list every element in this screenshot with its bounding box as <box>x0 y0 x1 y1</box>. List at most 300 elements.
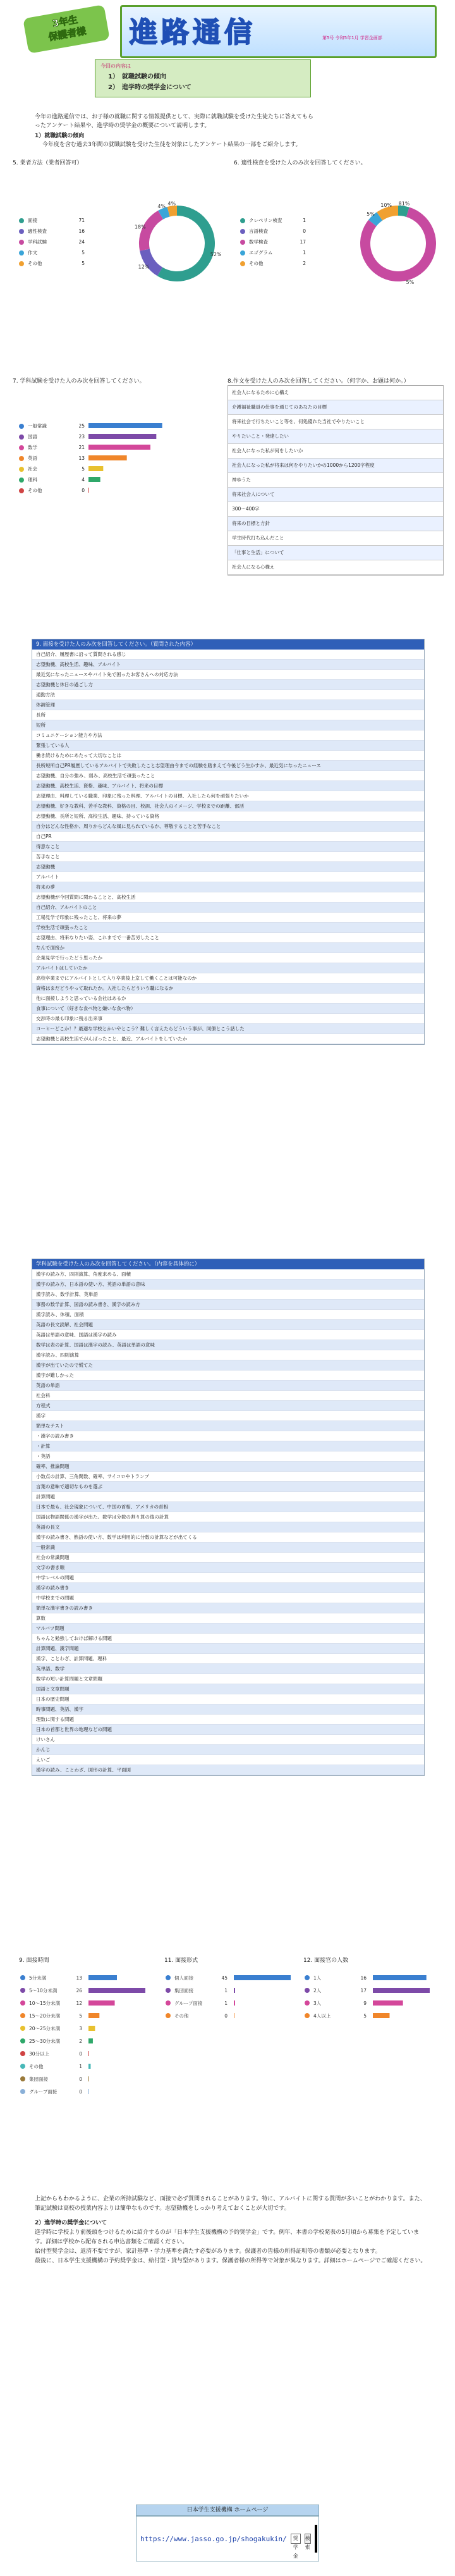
list-item: 働き続けるためにあたって大切なことは <box>32 751 424 761</box>
legend-row <box>240 258 306 269</box>
list-item: ・漢字の読み書き <box>32 1431 424 1441</box>
list-item: 数学の短い計算問題と文章問題 <box>32 1674 424 1684</box>
list-item: 社会人になった私が何をしたいか <box>228 444 443 459</box>
list-item: 長所 <box>32 710 424 720</box>
list-item: 計算問題、漢字問題 <box>32 1644 424 1654</box>
footer-label: 日本学生支援機構 ホームページ <box>136 2505 319 2516</box>
bottom-legend-dot <box>20 2051 25 2056</box>
section-1-title: 1）就職試験の傾向 <box>35 133 85 139</box>
legend-label: 一般常識 <box>28 423 47 429</box>
list-item: 漢字読み、四則演算 <box>32 1350 424 1360</box>
list-item: 工場見学で印象に残ったこと、将来の夢 <box>32 913 424 923</box>
legend-value: 0 <box>82 488 85 493</box>
q10-table <box>32 1259 425 1776</box>
bottom-legend-label: その他 <box>174 2013 189 2019</box>
list-item: 将来の目標と方針 <box>228 517 443 531</box>
q9-title: 9. 面接を受けた人のみ次を回答してください。（質問された内容） <box>32 639 424 650</box>
chart-6-pct-label: 81% <box>398 200 410 207</box>
list-item: 算数 <box>32 1613 424 1624</box>
list-item: 志望動機と高校生活でがんばったこと、最近、アルバイトをしていたか <box>32 1034 424 1044</box>
list-item: 国語は物語関係の漢字が出た。数学は分数の割り算の後の計算 <box>32 1512 424 1522</box>
list-item: 漢字が出ていたので慌てた <box>32 1360 424 1371</box>
q8-section <box>228 376 442 636</box>
intro-line: 今年の進路通信では、お子様の就職に関する情報提供として、実際に就職試験を受けた生徒たちに答えてもら <box>35 114 313 120</box>
legend-dot <box>19 445 24 450</box>
chart-6-slice <box>380 211 398 216</box>
closing-p2: 進学時に学校より前後頭をつけるために紹介するのが「日本学生支援機構の予約奨学金」です。例年、本書の学校発表の5月頃から募集を予定しています。詳細は学校から配布される申込書類をご確認ください。 <box>35 2229 420 2245</box>
list-item: かんじ <box>32 1745 424 1755</box>
legend-dot <box>19 229 24 234</box>
bottom-legend-label: グループ面接 <box>174 2000 203 2006</box>
list-item: 漢字、ことわざ、計算問題、理科 <box>32 1654 424 1664</box>
bottom-legend-dot <box>166 2013 171 2018</box>
legend-value: 5 <box>82 261 85 266</box>
list-item: 日本の首都と世界の地理などの問題 <box>32 1725 424 1735</box>
toc-item: 2） 進学時の奨学金について <box>108 84 191 91</box>
list-item: 方程式 <box>32 1401 424 1411</box>
legend-row <box>19 442 85 453</box>
bottom-chart-title: 9. 面接時間 <box>19 1957 49 1964</box>
legend-value: 4 <box>82 477 85 483</box>
bottom-bar <box>88 2076 89 2081</box>
list-item: 英語の長文 <box>32 1522 424 1532</box>
bottom-bar <box>373 1975 427 1980</box>
legend-row <box>240 226 306 237</box>
legend-dot <box>19 434 24 440</box>
legend-label: その他 <box>28 261 42 266</box>
bottom-legend-dot <box>166 1988 171 1993</box>
list-item: 漢字読み、数学計算、英単語 <box>32 1290 424 1300</box>
chart-5-legend <box>19 215 85 269</box>
legend-label: 社会 <box>28 466 37 472</box>
legend-dot <box>19 218 24 223</box>
q10-title: 学科試験を受けた人のみ次を回答してください。（内容を具体的に） <box>32 1259 424 1269</box>
chart-5 <box>13 158 221 304</box>
bottom-legend-value: 2 <box>79 2038 82 2044</box>
bottom-legend-value: 1 <box>224 1988 228 1994</box>
chart-7-title: 7. 学科試験を受けた人のみ次を回答してください。 <box>13 378 145 385</box>
bottom-legend-dot <box>20 2026 25 2031</box>
bottom-legend-label: 30分以上 <box>29 2051 50 2057</box>
legend-dot <box>240 261 245 266</box>
list-item: 通勤方法 <box>32 690 424 700</box>
bottom-charts-svg <box>13 1954 442 2144</box>
list-item: 学生時代打ち込んだこと <box>228 531 443 546</box>
list-item: 社会の常識問題 <box>32 1553 424 1563</box>
toc-title: 今回の内容は <box>100 63 131 69</box>
list-item: 最近気になったニュースやバイト先で困ったお客さんへの対応方法 <box>32 670 424 680</box>
list-item: 言葉の意味で適切なものを選ぶ <box>32 1482 424 1492</box>
bottom-legend-label: 1人 <box>313 1975 322 1981</box>
bottom-legend-dot <box>20 2076 25 2081</box>
badge-line-1: 3年生 <box>51 13 79 30</box>
list-item: 中学校までの問題 <box>32 1593 424 1603</box>
q9-table <box>32 639 425 1045</box>
list-item: 漢字の読み方、四則演算、角度求める、面積 <box>32 1269 424 1279</box>
q8-title: 8.作文を受けた人のみ次を回答してください。（何字か、お題は何か。） <box>228 378 410 385</box>
list-item: 志望動機、高校生活、資格、趣味、アルバイト、将来の目標 <box>32 781 424 791</box>
legend-label: その他 <box>249 261 264 266</box>
legend-dot <box>19 424 24 429</box>
chart-5-pct-label: 4% <box>167 200 176 207</box>
list-item: 企業見学で行ったどう思ったか <box>32 953 424 963</box>
legend-value: 24 <box>78 239 85 245</box>
list-item: 志望理由、料理している職業、印象に残った料理、アルバイトの目標、入社したら何を頑張りたいか <box>32 791 424 801</box>
header-badge <box>23 4 110 54</box>
bottom-bar <box>88 2013 99 2018</box>
list-item: やりたいこと・発達したい <box>228 429 443 444</box>
chart-7-bars <box>88 421 190 503</box>
list-item: ・計算 <box>32 1441 424 1451</box>
list-item: 漢字 <box>32 1411 424 1421</box>
list-item: 資格はまだどうやって取れたか。入社したらどういう職になるか <box>32 983 424 994</box>
bottom-legend-dot <box>20 1988 25 1993</box>
bottom-legend-label: 10〜15分未満 <box>29 2000 61 2006</box>
legend-row <box>19 485 85 496</box>
bottom-legend-dot <box>20 1975 25 1980</box>
bottom-legend-value: 3 <box>79 2026 82 2031</box>
bottom-legend-label: 3人 <box>313 2000 322 2006</box>
list-item: なんで面接か <box>32 943 424 953</box>
list-item: 英単語、数学 <box>32 1664 424 1674</box>
list-item: 漢字の読み書き <box>32 1583 424 1593</box>
bottom-legend-label: 20〜25分未満 <box>29 2026 61 2031</box>
bottom-legend-dot <box>20 2038 25 2043</box>
list-item: 志望動機、自分の強み、弱み、高校生活で頑張ったこと <box>32 771 424 781</box>
legend-row <box>19 226 85 237</box>
list-item: 苦手なこと <box>32 852 424 862</box>
legend-row <box>19 258 85 269</box>
bottom-legend-value: 16 <box>360 1975 367 1981</box>
list-item: 長所短所自己PR履歴しているアルバイトで失敗したこと志望理由今までの経験を踏まえて今後どう生かすか、最近気になったニュース <box>32 761 424 771</box>
legend-row <box>19 247 85 258</box>
bottom-bar <box>88 2064 90 2069</box>
q8-list <box>228 385 444 576</box>
list-item: 社会人になるために心構え <box>228 386 443 400</box>
closing-p4: 最後に、日本学生支援機構の予約奨学金は、給付型・貸与型があります。保護者様の所得等で対象が異なります。詳細はホームページでご確認ください。 <box>35 2258 427 2264</box>
toc-box <box>95 59 311 97</box>
legend-row <box>19 431 85 442</box>
bottom-legend-dot <box>305 1975 310 1980</box>
list-item: 志望動機 <box>32 862 424 872</box>
bottom-legend-value: 26 <box>76 1988 82 1994</box>
legend-value: 1 <box>303 218 306 223</box>
legend-label: 国語 <box>28 434 37 440</box>
list-item: 小数点の計算、三角関数、確率、サイコロやトランプ <box>32 1472 424 1482</box>
q10-list <box>32 1269 424 1775</box>
legend-dot <box>19 456 24 461</box>
legend-label: エゴグラム <box>249 250 273 256</box>
bottom-legend-dot <box>20 2089 25 2094</box>
chart-5-slice <box>160 211 210 276</box>
list-item: 日本で最も、社会現象について、中国の首相、アメリカの首相 <box>32 1502 424 1512</box>
list-item: 高校卒業までにアルバイトとして入り卒業後上京して働くことは可能なのか <box>32 973 424 983</box>
legend-label: 学科試験 <box>28 239 47 245</box>
bottom-legend-dot <box>166 1975 171 1980</box>
list-item: 社会科 <box>32 1391 424 1401</box>
legend-dot <box>19 467 24 472</box>
list-item: 交渉時の最も印象に残る出来事 <box>32 1014 424 1024</box>
bottom-legend-value: 5 <box>363 2013 367 2019</box>
list-item: 国語と文章問題 <box>32 1684 424 1694</box>
search-input[interactable]: 奨学金 <box>291 2534 301 2544</box>
legend-label: その他 <box>28 488 42 493</box>
bottom-legend-label: 個人面接 <box>174 1975 193 1981</box>
bottom-bar <box>88 2000 115 2006</box>
chart-6-pct-label: 5% <box>367 211 375 218</box>
bottom-legend-value: 12 <box>76 2000 82 2006</box>
legend-dot <box>19 240 24 245</box>
legend-label: 言語検査 <box>249 228 268 234</box>
legend-value: 0 <box>303 228 306 234</box>
legend-value: 23 <box>78 434 85 440</box>
legend-row <box>19 474 85 485</box>
bottom-bar <box>373 1988 430 1993</box>
legend-row <box>240 237 306 247</box>
list-item: 時事問題、英語、漢字 <box>32 1704 424 1715</box>
bottom-legend-dot <box>305 1988 310 1993</box>
list-item: 食事について（好きな食べ物と嫌いな食べ物） <box>32 1004 424 1014</box>
chart-5-pct-label: 18% <box>134 224 146 230</box>
bottom-legend-value: 5 <box>79 2013 82 2019</box>
list-item: 志望動機と休日の過ごし方 <box>32 680 424 690</box>
chart-6-pct-label: 5% <box>406 280 415 286</box>
list-item: 事務の数学計算、国語の読み書き、漢字の読み方 <box>32 1300 424 1310</box>
legend-row <box>19 464 85 474</box>
bottom-legend-label: 25〜30分未満 <box>29 2038 61 2044</box>
chart-7-bar <box>88 434 156 439</box>
legend-row <box>19 453 85 464</box>
list-item: 他に面接しようと思っている会社はあるか <box>32 994 424 1004</box>
bottom-bar <box>234 1988 235 1993</box>
list-item: 神ゆうた <box>228 473 443 488</box>
legend-dot <box>240 250 245 256</box>
list-item: 文字の書き順 <box>32 1563 424 1573</box>
chart-5-pct-label: 12% <box>138 264 150 270</box>
list-item: 簡単な漢字書きの読み書き <box>32 1603 424 1613</box>
legend-value: 16 <box>78 228 85 234</box>
toc-item: 1） 就職試験の傾向 <box>108 73 166 80</box>
list-item: 自己PR <box>32 832 424 842</box>
legend-label: 理科 <box>28 477 37 483</box>
legend-dot <box>19 261 24 266</box>
list-item: 介護福祉職員の仕事を通じてのあなたの目標 <box>228 400 443 415</box>
legend-value: 21 <box>78 445 85 450</box>
bottom-bar <box>88 2038 93 2043</box>
bottom-legend-value: 0 <box>224 2013 228 2019</box>
legend-value: 5 <box>82 466 85 472</box>
bottom-bar <box>88 1975 117 1980</box>
bottom-bar <box>373 2000 403 2006</box>
list-item: えいご <box>32 1755 424 1765</box>
bottom-legend-value: 1 <box>79 2064 82 2069</box>
bottom-legend-value: 1 <box>224 2000 228 2006</box>
bottom-bar <box>88 1988 145 1993</box>
bottom-bar <box>373 2013 389 2018</box>
list-item: コーヒーどこか！？最適な学校とかいやとこう？難しく言えたらどういう事が、同僚とこう話した <box>32 1024 424 1034</box>
legend-label: 作文 <box>28 250 37 256</box>
search-button[interactable]: 検索 <box>305 2534 311 2544</box>
bottom-chart-title: 12. 面接官の人数 <box>303 1957 349 1964</box>
chart-7-bar <box>88 423 162 428</box>
legend-value: 5 <box>82 250 85 256</box>
footer <box>136 2505 319 2574</box>
chart-5-pct-label: 52% <box>210 252 222 258</box>
list-item: 確率、推論問題 <box>32 1462 424 1472</box>
chart-6-donut <box>357 202 439 285</box>
bottom-legend-label: 集団面接 <box>174 1988 193 1994</box>
list-item: 英語の単語 <box>32 1381 424 1391</box>
chart-7-bar <box>88 455 127 460</box>
legend-dot <box>240 240 245 245</box>
chart-6-title: 6. 適性検査を受けた人のみ次を回答してください。 <box>234 160 367 166</box>
list-item: 学校生活で頑張ったこと <box>32 923 424 933</box>
chart-5-slice <box>169 211 177 212</box>
list-item: 志望動機、好きな教科、苦手な教科、資格の目、校訓、社会人のイメージ、学校までの距離、部活 <box>32 801 424 811</box>
legend-row <box>19 421 85 431</box>
chart-5-slice <box>161 212 168 215</box>
list-item: 将来社会で行ちたいこと等を、何処優れた当社でやりたいこと <box>228 415 443 429</box>
list-item: 志望動機が今回質問に関わることと、高校生活 <box>32 892 424 903</box>
badge-line-2: 保護者様 <box>47 25 87 43</box>
chart-6-legend <box>240 215 306 269</box>
chart-7-bar <box>88 488 89 493</box>
bottom-legend-label: 集団面接 <box>29 2076 48 2082</box>
chart-7-bar <box>88 466 103 471</box>
list-item: 漢字の読み、ことわざ、図形の計算、平面図 <box>32 1765 424 1775</box>
legend-row <box>19 237 85 247</box>
bottom-legend-dot <box>20 2000 25 2006</box>
list-item: 将来社会人について <box>228 488 443 502</box>
intro <box>35 113 427 149</box>
list-item: 簡単なテスト <box>32 1421 424 1431</box>
list-item: 漢字の読み書き、熟語の使い方、数学は利用的に分数の計算などが出てくる <box>32 1532 424 1543</box>
footer-main <box>136 2516 319 2561</box>
closing <box>35 2195 427 2266</box>
bottom-legend-value: 0 <box>79 2051 82 2057</box>
bottom-bar <box>234 2000 235 2006</box>
list-item: 将来の夢 <box>32 882 424 892</box>
legend-value: 25 <box>78 423 85 429</box>
list-item: 数学は表の計算、国語は漢字の読み、英語は単語の意味 <box>32 1340 424 1350</box>
closing-p3: 給付型奨学金は、返済不要ですが、家計基準・学力基準を満たす必要があります。保護者の皆様の所得証明等の書類が必要となります。 <box>35 2248 381 2255</box>
legend-row <box>19 215 85 226</box>
list-item: ちゃんと勉強しておけば解ける問題 <box>32 1634 424 1644</box>
legend-value: 2 <box>303 261 306 266</box>
list-item: 日本の歴史問題 <box>32 1694 424 1704</box>
chart-6-slice <box>398 211 408 212</box>
list-item: 英語は単語の意味、国語は漢字の読み <box>32 1330 424 1340</box>
bottom-bar <box>234 1975 291 1980</box>
jasso-link[interactable]: https://www.jasso.go.jp/shogakukin/ <box>140 2534 287 2543</box>
list-item: 短所 <box>32 720 424 730</box>
list-item: 理数に関する問題 <box>32 1715 424 1725</box>
bottom-legend-label: その他 <box>29 2064 44 2069</box>
legend-row <box>240 215 306 226</box>
list-item: 志望動機、長所と短所、高校生活、趣味、持っている資格 <box>32 811 424 822</box>
intro-line: ったアンケート結果や、進学時の奨学金の概要について説明します。 <box>35 123 210 129</box>
legend-label: 数学検査 <box>249 239 268 245</box>
list-item: 「仕事と生活」について <box>228 546 443 560</box>
legend-row <box>240 247 306 258</box>
bottom-legend-label: 15〜20分未満 <box>29 2013 61 2019</box>
list-item: アルバイトはしていたか <box>32 963 424 973</box>
list-item: 漢字が難しかった <box>32 1371 424 1381</box>
list-item: コミュニケーション能力や方法 <box>32 730 424 741</box>
legend-label: 面接 <box>28 218 37 223</box>
list-item: マルバツ問題 <box>32 1624 424 1634</box>
legend-value: 13 <box>78 455 85 461</box>
list-item: 志望動機、高校生活、趣味、アルバイト <box>32 660 424 670</box>
page-title: 進路通信 <box>130 16 256 49</box>
list-item: 一般常識 <box>32 1543 424 1553</box>
list-item: 300〜400字 <box>228 502 443 517</box>
list-item: アルバイト <box>32 872 424 882</box>
bottom-legend-label: 5〜10分未満 <box>29 1988 58 1994</box>
bottom-legend-dot <box>20 2064 25 2069</box>
bottom-bar <box>88 2026 95 2031</box>
chart-5-donut <box>134 200 222 285</box>
bottom-legend-value: 0 <box>79 2076 82 2082</box>
section-1-line: 今年度を含む過去3年間の就職試験を受けた生徒を対象にしたアンケート結果の一部をご紹介します。 <box>42 142 301 148</box>
legend-label: 適性検査 <box>28 228 47 234</box>
bottom-legend-value: 13 <box>76 1975 82 1981</box>
section-2-title: 2）進学時の奨学金について <box>35 2220 107 2226</box>
list-item: 自己紹介、アルバイトのこと <box>32 903 424 913</box>
list-item: 得意なこと <box>32 842 424 852</box>
chart-5-pct-label: 4% <box>157 203 166 209</box>
list-item: けいさん <box>32 1735 424 1745</box>
chart-6-slice <box>372 216 379 223</box>
bottom-legend-label: 5分未満 <box>29 1975 47 1981</box>
bottom-legend-label: 2人 <box>313 1988 322 1994</box>
bottom-legend-value: 9 <box>363 2000 367 2006</box>
bottom-charts <box>13 1954 442 2144</box>
list-item: 社会人になる心構え <box>228 560 443 575</box>
bottom-legend-dot <box>305 2013 310 2018</box>
list-item: 自分はどんな性格か、周りからどんな風に見られているか、尊敬することと苦手なこと <box>32 822 424 832</box>
legend-dot <box>19 250 24 256</box>
list-item: 志望理由、将来なりたい姿、これまでで一番苦労したこと <box>32 933 424 943</box>
bottom-chart-title: 11. 面接形式 <box>164 1957 198 1964</box>
bottom-legend-dot <box>20 2013 25 2018</box>
bottom-legend-dot <box>305 2000 310 2006</box>
list-item: 計算問題 <box>32 1492 424 1502</box>
legend-value: 17 <box>300 239 306 245</box>
list-item: 体調管理 <box>32 700 424 710</box>
list-item: 自己紹介、履歴書に沿って質問される感じ <box>32 650 424 660</box>
legend-value: 71 <box>78 218 85 223</box>
q9-list <box>32 650 424 1044</box>
chart-6-pct-label: 10% <box>380 202 392 208</box>
chart-5-title: 5. 業者方法（業者回答可） <box>13 160 83 166</box>
legend-dot <box>240 218 245 223</box>
chart-7 <box>13 376 202 534</box>
list-item: 漢字読み、体積、面積 <box>32 1310 424 1320</box>
chart-7-bar <box>88 445 150 450</box>
closing-p1: 上記からもわかるように、企業の所持試験など、面接で必ず質問されることがあります。特に、アルバイトに関する質問が多いことがわかります。また、筆記試験は高校の授業内容よりは簡単なものです。志望動機をしっかり考えておくことが大切です。 <box>35 2196 426 2212</box>
list-item: 中学レベルの問題 <box>32 1573 424 1583</box>
qr-code-icon <box>315 2525 317 2553</box>
list-item: 社会人になった私が将来は何をやりたいかの1000から1200字程度 <box>228 459 443 473</box>
legend-label: 英語 <box>28 455 37 461</box>
bottom-legend-value: 0 <box>79 2089 82 2095</box>
legend-label: 数学 <box>28 445 37 450</box>
legend-value: 1 <box>303 250 306 256</box>
bottom-bar <box>88 2051 89 2056</box>
list-item: 緊張している人 <box>32 741 424 751</box>
chart-5-slice <box>144 215 161 250</box>
